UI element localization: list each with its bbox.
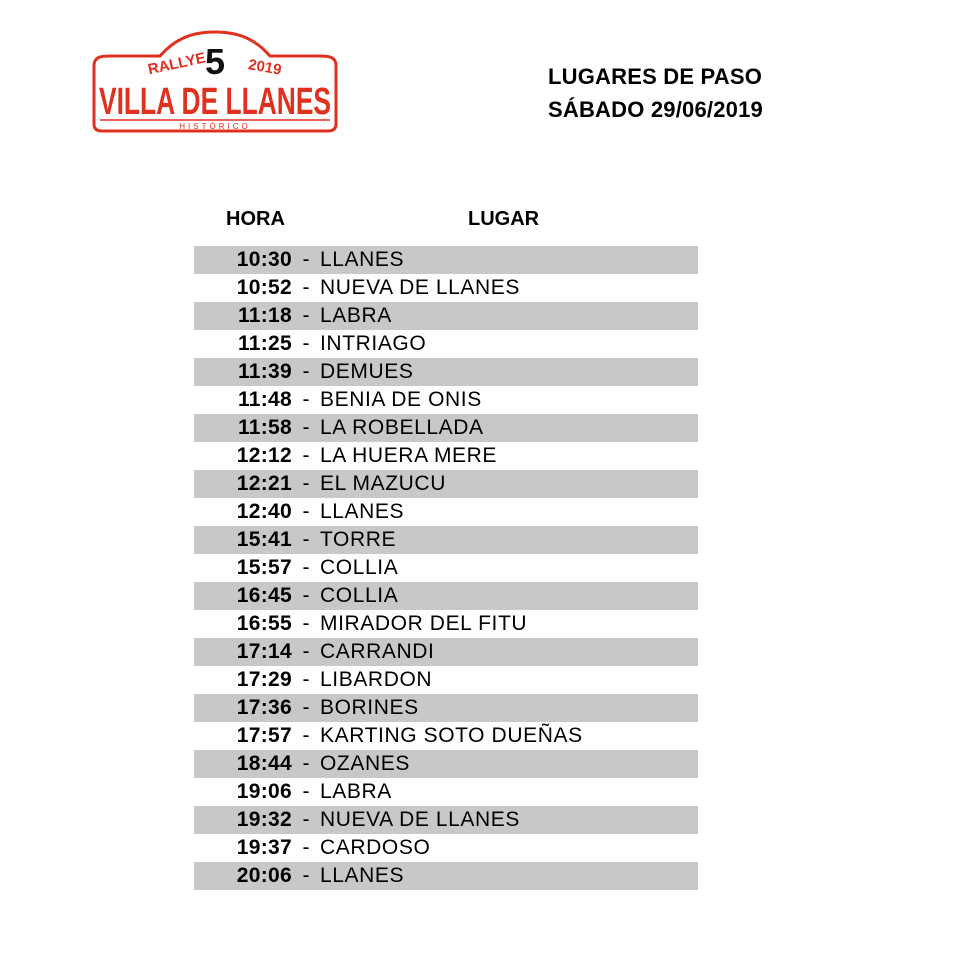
row-place: CARDOSO — [320, 836, 431, 859]
table-row — [194, 582, 698, 610]
row-place: LIBARDON — [320, 668, 433, 691]
table-row — [194, 526, 698, 554]
table-row — [194, 274, 698, 302]
row-place: COLLIA — [320, 556, 399, 579]
page-heading — [548, 60, 763, 126]
table-row — [194, 358, 698, 386]
row-separator: - — [302, 556, 310, 579]
row-place: NUEVA DE LLANES — [320, 276, 521, 299]
row-time: 12:12 — [236, 444, 292, 467]
row-place: LA HUERA MERE — [320, 444, 498, 467]
row-place: LLANES — [320, 248, 405, 271]
row-separator: - — [302, 500, 310, 523]
row-time: 10:52 — [236, 276, 292, 299]
row-place: COLLIA — [320, 584, 399, 607]
row-time: 11:18 — [237, 304, 292, 327]
row-separator: - — [302, 360, 310, 383]
row-time: 12:40 — [236, 500, 292, 523]
row-place: EL MAZUCU — [320, 472, 446, 495]
logo-subtitle: HISTÓRICO — [179, 122, 251, 131]
row-separator: - — [302, 304, 310, 327]
rallye-logo — [90, 28, 340, 134]
table-row — [194, 666, 698, 694]
row-time: 17:29 — [236, 668, 292, 691]
row-time: 19:32 — [236, 808, 292, 831]
row-time: 16:45 — [236, 584, 292, 607]
row-place: LA ROBELLADA — [320, 416, 484, 439]
row-time: 15:57 — [236, 556, 292, 579]
row-time: 11:48 — [237, 388, 292, 411]
table-row — [194, 302, 698, 330]
table-row — [194, 722, 698, 750]
row-time: 19:06 — [236, 780, 292, 803]
table-row — [194, 750, 698, 778]
row-time: 11:25 — [237, 332, 292, 355]
row-place: CARRANDI — [320, 640, 435, 663]
row-separator: - — [302, 472, 310, 495]
table-row — [194, 778, 698, 806]
row-place: BENIA DE ONIS — [320, 388, 482, 411]
row-separator: - — [302, 724, 310, 747]
column-header-lugar: LUGAR — [468, 208, 540, 230]
row-separator: - — [302, 612, 310, 635]
row-time: 20:06 — [236, 864, 292, 887]
table-row — [194, 806, 698, 834]
row-place: LABRA — [320, 304, 392, 327]
row-place: NUEVA DE LLANES — [320, 808, 521, 831]
row-place: TORRE — [320, 528, 397, 551]
row-place: DEMUES — [320, 360, 414, 383]
row-separator: - — [302, 388, 310, 411]
table-row — [194, 694, 698, 722]
row-time: 18:44 — [236, 752, 292, 775]
row-time: 11:39 — [237, 360, 292, 383]
row-separator: - — [302, 808, 310, 831]
row-place: OZANES — [320, 752, 410, 775]
row-separator: - — [302, 528, 310, 551]
row-time: 15:41 — [236, 528, 292, 551]
row-time: 12:21 — [236, 472, 292, 495]
table-row — [194, 246, 698, 274]
row-separator: - — [302, 248, 310, 271]
table-row — [194, 470, 698, 498]
row-place: LLANES — [320, 500, 405, 523]
row-separator: - — [302, 332, 310, 355]
row-separator: - — [302, 836, 310, 859]
row-separator: - — [302, 696, 310, 719]
row-time: 19:37 — [236, 836, 292, 859]
column-header-hora: HORA — [226, 208, 285, 230]
row-separator: - — [302, 780, 310, 803]
row-separator: - — [302, 668, 310, 691]
page-title: LUGARES DE PASO — [548, 64, 763, 89]
table-row — [194, 442, 698, 470]
row-separator: - — [302, 584, 310, 607]
table-row — [194, 386, 698, 414]
logo-name: VILLA DE LLANES — [99, 81, 331, 123]
row-time: 17:36 — [236, 696, 292, 719]
table-row — [194, 414, 698, 442]
row-place: LABRA — [320, 780, 392, 803]
row-separator: - — [302, 640, 310, 663]
schedule-table — [194, 246, 698, 890]
row-place: BORINES — [320, 696, 419, 719]
row-time: 11:58 — [237, 416, 292, 439]
logo-year: 2019 — [246, 56, 283, 79]
row-separator: - — [302, 444, 310, 467]
row-time: 17:57 — [236, 724, 292, 747]
row-time: 10:30 — [236, 248, 292, 271]
table-row — [194, 834, 698, 862]
row-separator: - — [302, 276, 310, 299]
page-date: SÁBADO 29/06/2019 — [548, 97, 763, 122]
row-separator: - — [302, 416, 310, 439]
row-separator: - — [302, 752, 310, 775]
table-row — [194, 330, 698, 358]
row-time: 16:55 — [236, 612, 292, 635]
row-time: 17:14 — [236, 640, 292, 663]
row-place: LLANES — [320, 864, 405, 887]
table-row — [194, 554, 698, 582]
table-row — [194, 610, 698, 638]
row-separator: - — [302, 864, 310, 887]
row-place: KARTING SOTO DUEÑAS — [320, 724, 583, 747]
row-place: INTRIAGO — [320, 332, 427, 355]
table-row — [194, 862, 698, 890]
logo-edition-number: 5 — [204, 41, 226, 82]
logo-rallye-label: RALLYE — [146, 49, 208, 79]
row-place: MIRADOR DEL FITU — [320, 612, 528, 635]
table-row — [194, 498, 698, 526]
table-row — [194, 638, 698, 666]
